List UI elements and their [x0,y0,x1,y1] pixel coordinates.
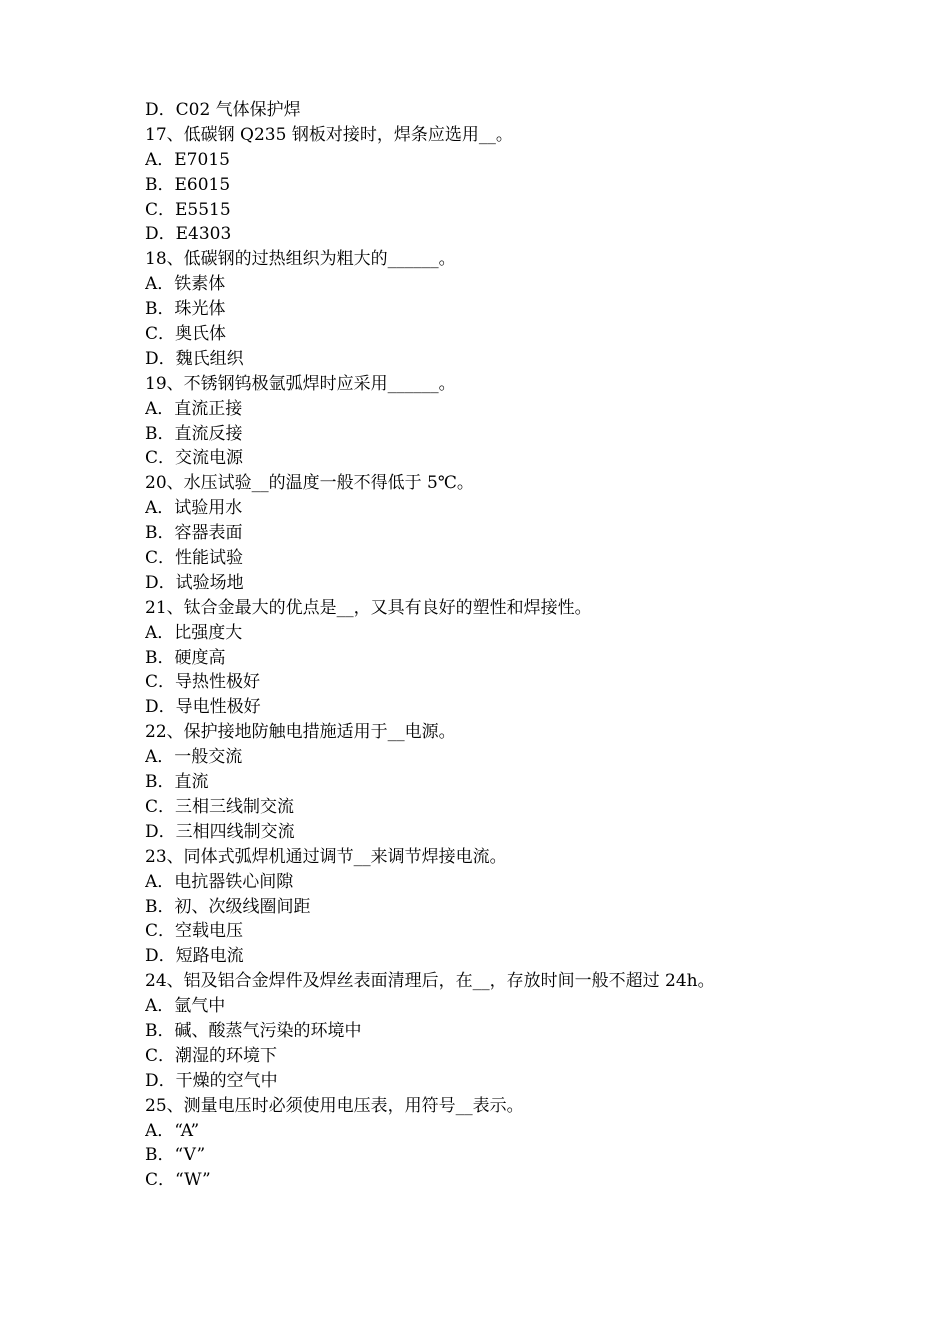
option-line: C．交流电源 [145,448,244,469]
option-line: A．比强度大 [145,622,243,643]
option-line: A．E7015 [145,149,230,170]
option-line: C．潮湿的环境下 [145,1045,278,1066]
option-line: A．试验用水 [145,498,243,519]
question-21: 21、钛合金最大的优点是__，又具有良好的塑性和焊接性。 [145,597,592,618]
option-line: C．“W” [145,1170,211,1191]
option-line: D．导电性极好 [145,697,261,718]
option-line: C．性能试验 [145,548,244,569]
option-line: B．初、次级线圈间距 [145,896,311,917]
option-line: C．三相三线制交流 [145,796,295,817]
question-list [145,98,825,1193]
option-line: B．直流 [145,772,209,793]
option-line: A．电抗器铁心间隙 [145,871,294,892]
option-line: D．三相四线制交流 [145,821,295,842]
question-18: 18、低碳钢的过热组织为粗大的______。 [145,249,456,270]
option-line: A．直流正接 [145,398,243,419]
option-line: A．“A” [145,1120,200,1141]
question-24: 24、铝及铝合金焊件及焊丝表面清理后，在__，存放时间一般不超过 24h。 [145,971,715,992]
question-17: 17、低碳钢 Q235 钢板对接时，焊条应选用__。 [145,124,513,145]
option-line: C．导热性极好 [145,672,261,693]
option-line: D．短路电流 [145,946,244,967]
question-19: 19、不锈钢钨极氩弧焊时应采用______。 [145,373,456,394]
question-22: 22、保护接地防触电措施适用于__电源。 [145,722,456,743]
option-line: B．“V” [145,1145,206,1166]
option-line: C．E5515 [145,199,231,220]
option-line: A．铁素体 [145,274,226,295]
option-line: B．直流反接 [145,423,243,444]
option-line: D．E4303 [145,224,232,245]
option-line: D．C02 气体保护焊 [145,100,301,120]
option-line: C．奥氏体 [145,324,227,345]
option-line: D．试验场地 [145,572,244,593]
option-line: D．魏氏组织 [145,348,244,369]
question-23: 23、同体式弧焊机通过调节__来调节焊接电流。 [145,846,507,867]
option-line: D．干燥的空气中 [145,1070,278,1091]
option-line: C．空载电压 [145,921,244,942]
question-25: 25、测量电压时必须使用电压表，用符号__表示。 [145,1095,524,1116]
option-line: B．碱、酸蒸气污染的环境中 [145,1020,362,1041]
option-line: B．容器表面 [145,523,243,544]
option-line: A．氩气中 [145,996,226,1017]
question-20: 20、水压试验__的温度一般不得低于 5℃。 [145,473,474,494]
option-line: B．珠光体 [145,299,226,320]
option-line: B．E6015 [145,174,231,195]
option-line: B．硬度高 [145,647,226,668]
option-line: A．一般交流 [145,747,243,768]
